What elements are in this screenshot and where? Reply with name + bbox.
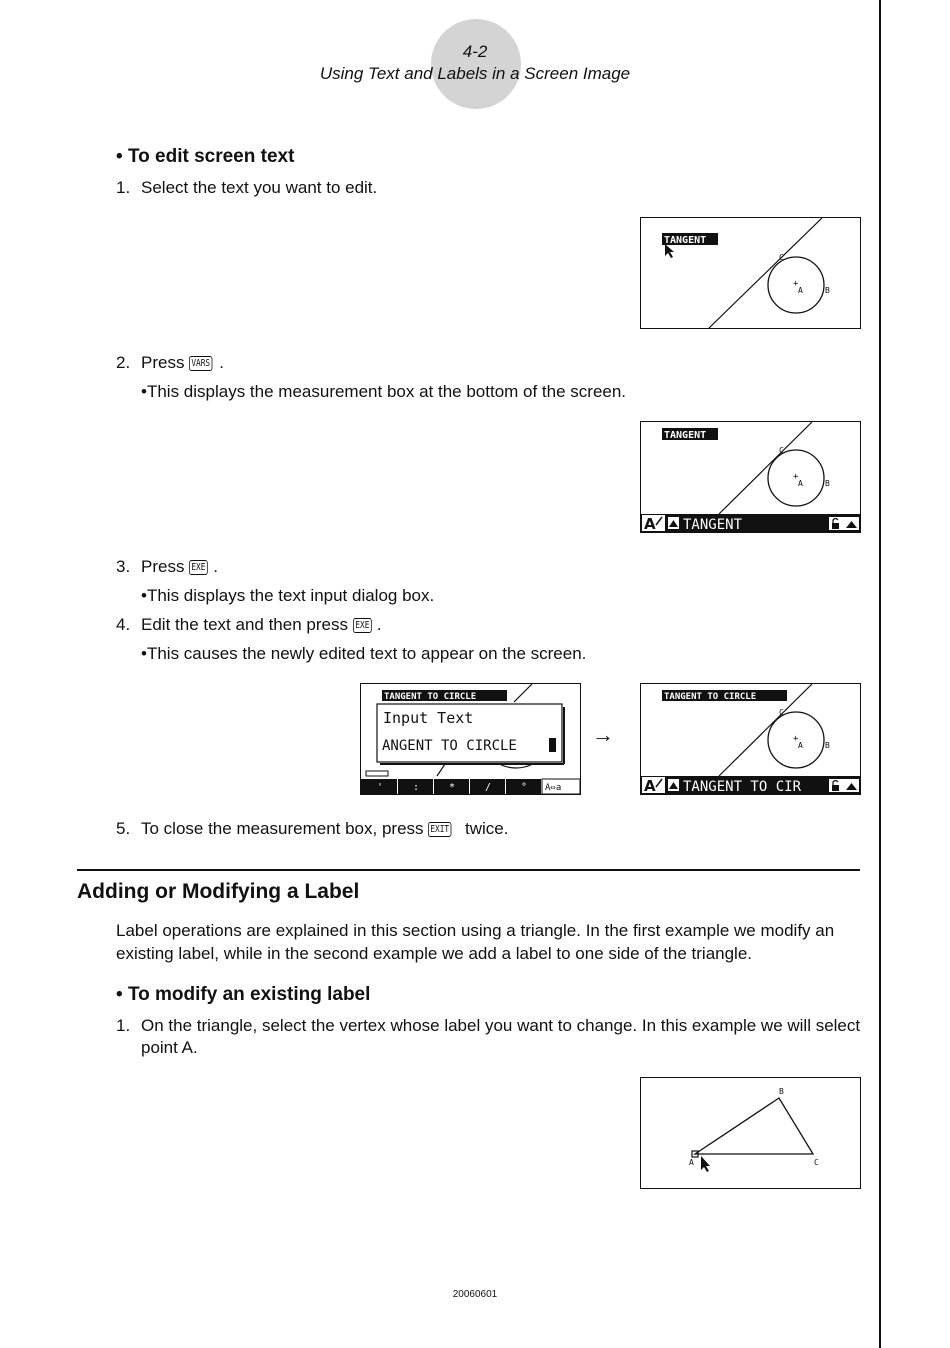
step-2-prefix: Press (141, 353, 185, 372)
label-step-1-number: 1. (116, 1016, 131, 1035)
shot3-dialog-title: Input Text (383, 709, 474, 727)
footer-code: 20060601 (452, 1289, 498, 1300)
step-3-note-text: This displays the text input dialog box. (146, 586, 435, 605)
vars-key-icon: VARS (189, 356, 212, 371)
svg-text:A: A (798, 479, 803, 488)
svg-text:A: A (644, 515, 656, 532)
step-3-prefix: Press (141, 557, 185, 576)
shot1-point-b: B (825, 286, 830, 295)
softkey-6: A⇔a (545, 783, 562, 793)
section-divider (77, 869, 860, 871)
page-title: Using Text and Labels in a Screen Image (319, 64, 631, 83)
triangle-point-b: B (779, 1087, 784, 1096)
cursor-pointer-icon (701, 1156, 710, 1172)
step-4-suffix: . (376, 615, 382, 634)
step-2-suffix: . (219, 353, 224, 372)
step-5-suffix: twice. (465, 819, 509, 838)
svg-text:C: C (779, 446, 784, 455)
modify-label-heading: • To modify an existing label (116, 984, 371, 1005)
edit-text-heading-label: To edit screen text (127, 146, 295, 167)
triangle-point-c: C (814, 1158, 819, 1167)
step-4-prefix: Edit the text and then press (141, 615, 348, 634)
step-3-text (141, 556, 218, 578)
right-margin-rule (879, 0, 881, 1348)
svg-text:C: C (779, 708, 784, 717)
step-1-text: Select the text you want to edit. (141, 178, 378, 197)
svg-text:+: + (793, 279, 799, 289)
step-5-text (141, 818, 508, 840)
step-5-number: 5. (116, 819, 131, 838)
screenshot-triangle (640, 1077, 861, 1189)
step-1-number: 1. (116, 178, 131, 197)
shot2-text-label: TANGENT (664, 430, 707, 441)
step-4-note-text: This causes the newly edited text to appear on the screen. (146, 644, 587, 663)
step-2-note-text: This displays the measurement box at the bottom of the screen. (146, 382, 627, 401)
shot4-bar-text: TANGENT TO CIR (683, 779, 802, 794)
svg-text:B: B (825, 479, 830, 488)
step-4-note: •This causes the newly edited text to appear on the screen. (141, 644, 587, 663)
step-3-suffix: . (213, 557, 218, 576)
shot1-point-a: A (798, 286, 803, 295)
step-5-prefix: To close the measurement box, press (141, 819, 424, 838)
step-4-text (141, 614, 381, 636)
label-step-1-text: On the triangle, select the vertex whose label you want to change. In this example we will select point A. (141, 1016, 861, 1057)
arrow-icon: → (592, 722, 614, 747)
svg-text:B: B (825, 741, 830, 750)
svg-text:+: + (793, 734, 799, 744)
softkey-4: / (485, 782, 492, 793)
shot2-bar-text: TANGENT (683, 517, 743, 532)
svg-text:A: A (798, 741, 803, 750)
shot3-dialog-value: ANGENT TO CIRCLE (382, 738, 517, 754)
shot3-softkey-row (361, 779, 580, 794)
step-2-number: 2. (116, 353, 131, 372)
svg-text:A: A (644, 777, 656, 794)
step-3-number: 3. (116, 557, 131, 576)
softkey-1: ' (377, 782, 384, 793)
shot1-text-label: TANGENT (664, 235, 707, 246)
step-3-note: •This displays the text input dialog box. (141, 586, 435, 605)
shot4-text-label: TANGENT TO CIRCLE (664, 692, 757, 702)
section-heading: Adding or Modifying a Label (77, 880, 360, 903)
triangle-point-a: A (689, 1158, 694, 1167)
modify-label-heading-text: To modify an existing label (127, 984, 371, 1005)
shot1-point-c: C (779, 253, 784, 262)
exit-key-icon: EXIT (428, 822, 451, 837)
softkey-3: * (449, 782, 456, 793)
section-intro: Label operations are explained in this section using a triangle. In the first example we modify an existing label, while in the second example we add a label to one side of the triangle. (116, 921, 835, 963)
screenshot-select-text (640, 217, 861, 329)
screenshot-input-text-dialog (360, 683, 581, 795)
screenshot-edited-text (640, 683, 861, 795)
step-4-number: 4. (116, 615, 131, 634)
softkey-5: ° (521, 782, 528, 793)
edit-text-heading: • To edit screen text (116, 146, 295, 167)
step-2-text (141, 352, 224, 374)
exe-key-icon: EXE (353, 618, 372, 633)
svg-text:+: + (793, 472, 799, 482)
step-2-note: •This displays the measurement box at the bottom of the screen. (141, 382, 627, 401)
exe-key-icon: EXE (189, 560, 208, 575)
softkey-2: : (413, 782, 420, 793)
screenshot-measurement-box (640, 421, 861, 533)
page-number: 4-2 (462, 42, 488, 61)
shot3-text-label: TANGENT TO CIRCLE (384, 692, 477, 702)
